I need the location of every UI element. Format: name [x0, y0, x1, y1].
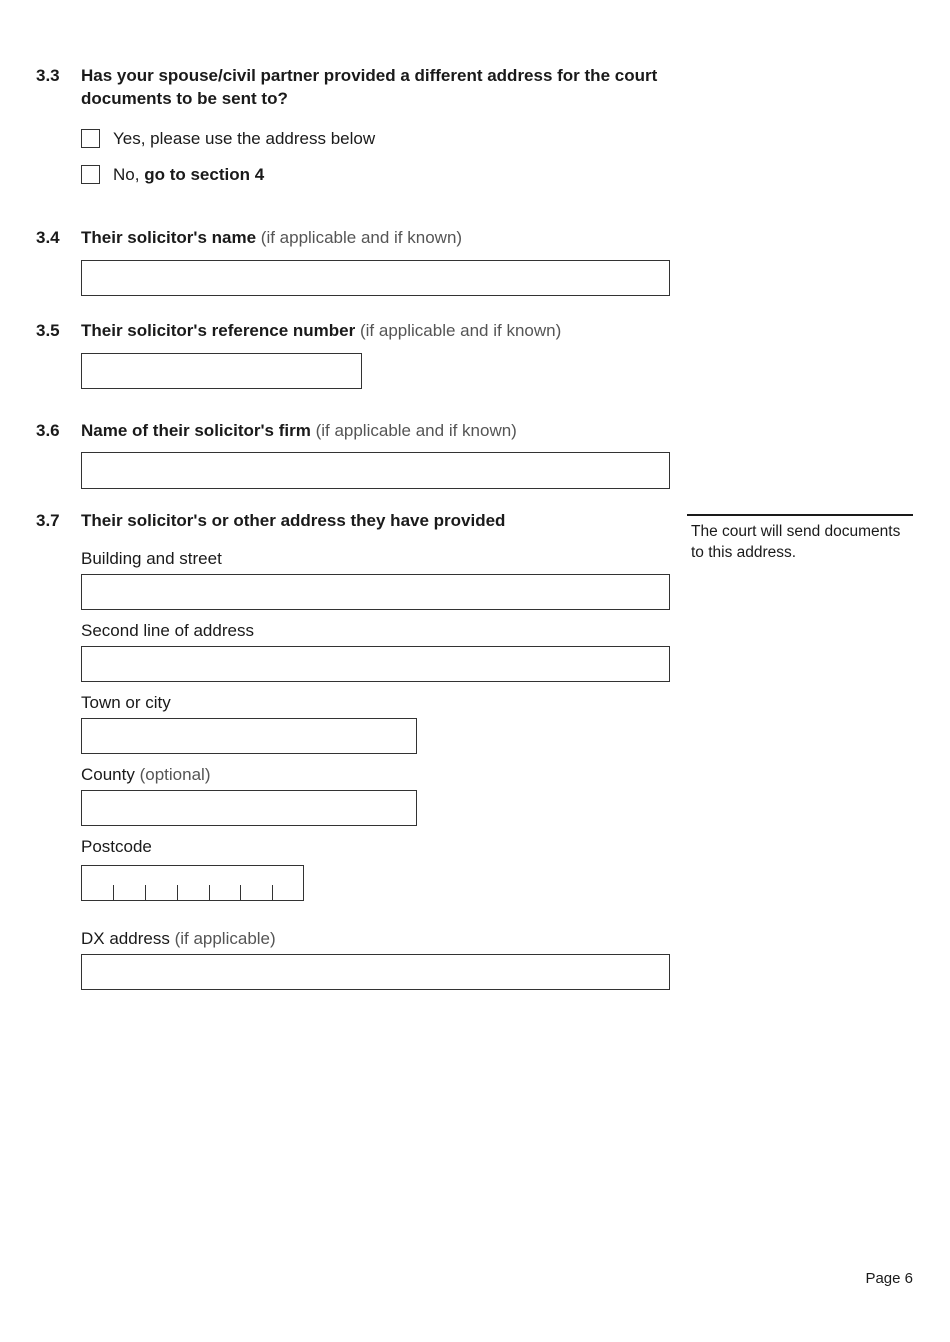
postcode-divider: [272, 885, 273, 900]
county-hint: (optional): [139, 765, 211, 784]
side-note: The court will send documents to this address.: [691, 523, 901, 561]
postcode-divider: [209, 885, 210, 900]
dx-address-label: [81, 928, 276, 950]
no-checkbox[interactable]: [81, 165, 100, 184]
postcode-divider: [240, 885, 241, 900]
postcode-divider: [177, 885, 178, 900]
dx-address-input[interactable]: [81, 954, 670, 990]
side-note-rule: [687, 514, 913, 516]
solicitor-firm-hint: (if applicable and if known): [315, 421, 517, 440]
town-city-input[interactable]: [81, 718, 417, 754]
no-option-prefix: No,: [113, 165, 140, 184]
no-option-label: [113, 164, 264, 186]
county-input[interactable]: [81, 790, 417, 826]
solicitor-reference-label: Their solicitor's reference number: [81, 321, 356, 340]
question-number-3-6: 3.6: [36, 421, 60, 440]
question-3-3-text: Has your spouse/civil partner provided a different address for the court documents to be sent to?: [81, 66, 658, 108]
second-line-input[interactable]: [81, 646, 670, 682]
question-3-4-label: [81, 226, 462, 249]
postcode-input[interactable]: [81, 865, 304, 901]
building-street-input[interactable]: [81, 574, 670, 610]
postcode-label: Postcode: [81, 837, 152, 856]
question-number-3-4: 3.4: [36, 228, 60, 247]
yes-checkbox[interactable]: [81, 129, 100, 148]
postcode-divider: [145, 885, 146, 900]
yes-option-label: Yes, please use the address below: [113, 129, 376, 148]
solicitor-firm-input[interactable]: [81, 452, 670, 489]
dx-address-hint: (if applicable): [174, 929, 276, 948]
question-number-3-5: 3.5: [36, 321, 60, 340]
building-street-label: Building and street: [81, 549, 222, 568]
question-3-5-label: [81, 319, 561, 342]
question-number-3-7: 3.7: [36, 511, 60, 530]
page-number: Page 6: [865, 1270, 913, 1287]
solicitor-name-label: Their solicitor's name: [81, 228, 257, 247]
question-number-3-3: 3.3: [36, 66, 60, 85]
town-city-label: Town or city: [81, 693, 171, 712]
postcode-divider: [113, 885, 114, 900]
solicitor-firm-label: Name of their solicitor's firm: [81, 421, 311, 440]
question-3-6-label: [81, 419, 517, 442]
second-line-label: Second line of address: [81, 621, 254, 640]
solicitor-reference-input[interactable]: [81, 353, 362, 389]
address-question-label: Their solicitor's or other address they have provided: [81, 511, 506, 530]
dx-address-label-text: DX address: [81, 929, 170, 948]
solicitor-name-hint: (if applicable and if known): [260, 228, 463, 247]
solicitor-reference-hint: (if applicable and if known): [359, 321, 562, 340]
no-option-instruction: go to section 4: [144, 165, 265, 184]
county-label-text: County: [81, 765, 135, 784]
solicitor-name-input[interactable]: [81, 260, 670, 296]
county-label: [81, 764, 210, 786]
